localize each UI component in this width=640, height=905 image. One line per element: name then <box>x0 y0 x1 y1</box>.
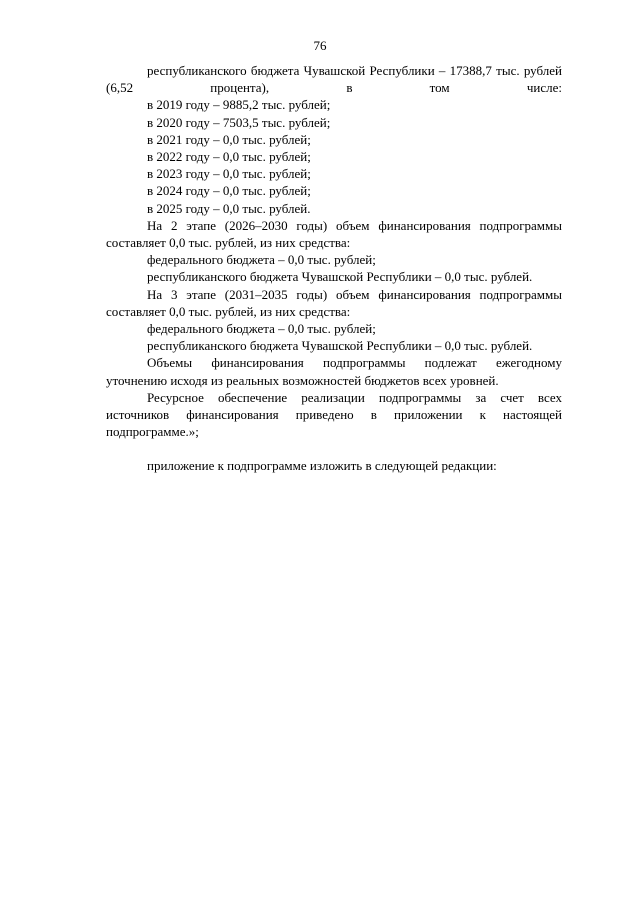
paragraph-year-2023: в 2023 году – 0,0 тыс. рублей; <box>147 166 311 182</box>
paragraph-stage-2-republic: республиканского бюджета Чувашской Республики – 0,0 тыс. рублей. <box>147 269 533 285</box>
paragraph-year-2019: в 2019 году – 9885,2 тыс. рублей; <box>147 97 331 113</box>
paragraph-resource-provision: Ресурсное обеспечение реализации подпрограммы за счет всех источников финансирования приведено в приложении к настоящей подпрограмме.»; <box>106 389 562 440</box>
paragraph-year-2021: в 2021 году – 0,0 тыс. рублей; <box>147 131 311 147</box>
page-number: 76 <box>313 38 327 53</box>
paragraph-funding-adjustment: Объемы финансирования подпрограммы подлежат ежегодному уточнению исходя из реальных возможностей бюджетов всех уровней. <box>106 355 562 388</box>
paragraph-year-2024: в 2024 году – 0,0 тыс. рублей; <box>147 183 311 199</box>
paragraph-year-2025: в 2025 году – 0,0 тыс. рублей. <box>147 200 311 216</box>
paragraph-republic-budget-total: республиканского бюджета Чувашской Республики – 17388,7 тыс. рублей (6,52 процента), в том числе: <box>106 63 562 96</box>
paragraph-gap <box>106 440 562 457</box>
document-body <box>106 62 562 475</box>
paragraph-year-2020: в 2020 году – 7503,5 тыс. рублей; <box>147 114 331 130</box>
paragraph-stage-3-republic: республиканского бюджета Чувашской Республики – 0,0 тыс. рублей. <box>147 338 533 354</box>
paragraph-stage-2-federal: федерального бюджета – 0,0 тыс. рублей; <box>147 252 376 268</box>
paragraph-appendix-instruction: приложение к подпрограмме изложить в следующей редакции: <box>147 458 497 474</box>
paragraph-year-2022: в 2022 году – 0,0 тыс. рублей; <box>147 149 311 165</box>
paragraph-stage-3-federal: федерального бюджета – 0,0 тыс. рублей; <box>147 321 376 337</box>
paragraph-stage-2: На 2 этапе (2026–2030 годы) объем финансирования подпрограммы составляет 0,0 тыс. рублей, из них средства: <box>106 217 562 251</box>
paragraph-stage-3: На 3 этапе (2031–2035 годы) объем финансирования подпрограммы составляет 0,0 тыс. рублей, из них средства: <box>106 286 562 319</box>
